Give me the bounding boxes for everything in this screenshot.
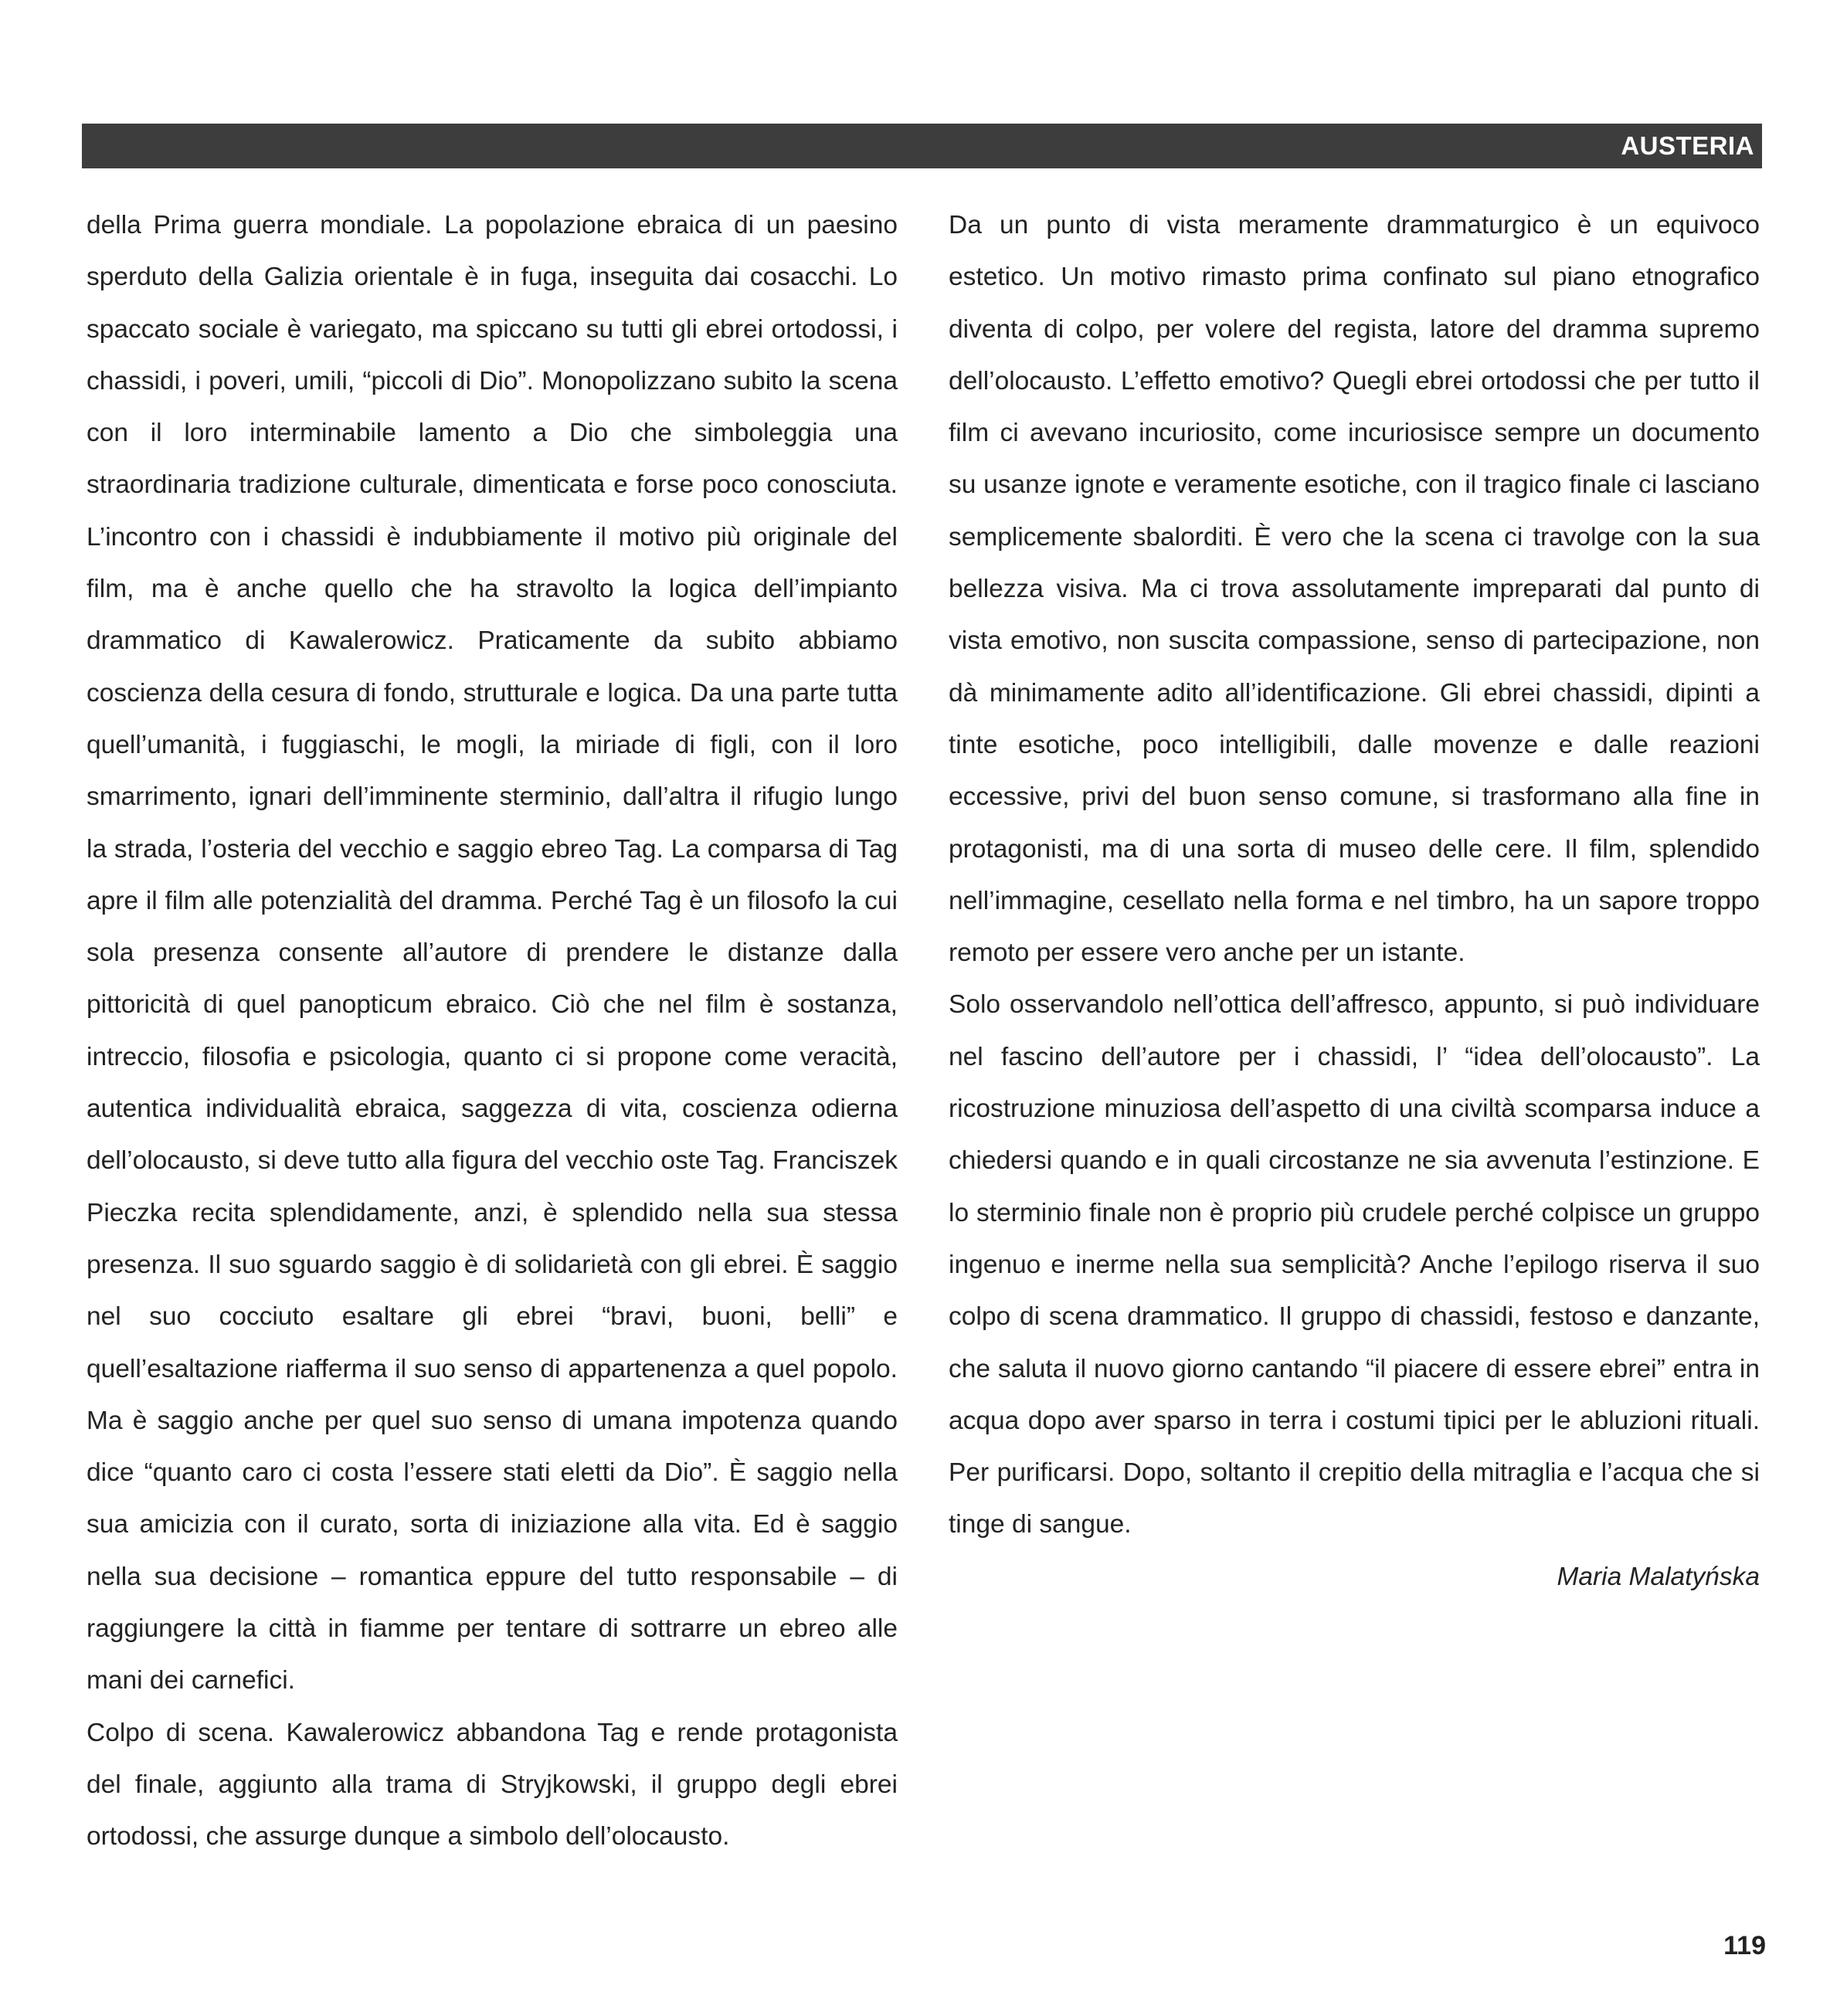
right-text-column — [949, 199, 1760, 1603]
body-paragraph: Da un punto di vista meramente drammaturgico è un equivoco estetico. Un motivo rimasto prima confinato sul piano etnografico diventa di colpo, per volere del regista, latore del dramma supremo dell’olocausto. L’effetto emotivo? Quegli ebrei ortodossi che per tutto il film ci avevano incuriosito, come incuriosisce sempre un documento su usanze ignote e veramente esotiche, con il tragico finale ci lasciano semplicemente sbalorditi. È vero che la scena ci travolge con la sua bellezza visiva. Ma ci trova assolutamente impreparati dal punto di vista emotivo, non suscita compassione, senso di partecipazione, non dà minimamente adito all’identificazione. Gli ebrei chassidi, dipinti a tinte esotiche, poco intelligibili, dalle movenze e dalle reazioni eccessive, privi del buon senso comune, si trasformano alla fine in protagonisti, ma di una sorta di museo delle cere. Il film, splendido nell’immagine, cesellato nella forma e nel timbro, ha un sapore troppo remoto per essere vero anche per un istante. — [949, 211, 1760, 968]
left-text-column — [87, 199, 898, 1863]
page-number: 119 — [1723, 1931, 1766, 1960]
body-paragraph: Colpo di scena. Kawalerowicz abbandona Tag e rende protagonista del finale, aggiunto alla trama di Stryjkowski, il gruppo degli ebrei ortodossi, che assurge dunque a simbolo dell’olocausto. — [87, 1718, 898, 1851]
section-title: AUSTERIA — [1621, 131, 1754, 160]
section-header-bar — [82, 124, 1762, 168]
body-paragraph: Solo osservandolo nell’ottica dell’affresco, appunto, si può individuare nel fascino dell’autore per i chassidi, l’ “idea dell’olocausto”. La ricostruzione minuziosa dell’aspetto di una civiltà scomparsa induce a chiedersi quando e in quali circostanze ne sia avvenuta l’estinzione. E lo sterminio finale non è proprio più crudele perché colpisce un gruppo ingenuo e inerme nella sua semplicità? Anche l’epilogo riserva il suo colpo di scena drammatico. Il gruppo di chassidi, festoso e danzante, che saluta il nuovo giorno cantando “il piacere di essere ebrei” entra in acqua dopo aver sparso in terra i costumi tipici per le abluzioni rituali. Per purificarsi. Dopo, soltanto il crepitio della mitraglia e l’acqua che si tinge di sangue. — [949, 990, 1760, 1539]
author-signature: Maria Malatyńska — [1557, 1562, 1760, 1591]
body-paragraph: della Prima guerra mondiale. La popolazione ebraica di un paesino sperduto della Galizia orientale è in fuga, inseguita dai cosacchi. Lo spaccato sociale è variegato, ma spiccano su tutti gli ebrei ortodossi, i chassidi, i poveri, umili, “piccoli di Dio”. Monopolizzano subito la scena con il loro interminabile lamento a Dio che simboleggia una straordinaria tradizione culturale, dimenticata e forse poco conosciuta. L’incontro con i chassidi è indubbiamente il motivo più originale del film, ma è anche quello che ha stravolto la logica dell’impianto drammatico di Kawalerowicz. Praticamente da subito abbiamo coscienza della cesura di fondo, strutturale e logica. Da una parte tutta quell’umanità, i fuggiaschi, le mogli, la miriade di figli, con il loro smarrimento, ignari dell’imminente sterminio, dall’altra il rifugio lungo la strada, l’osteria del vecchio e saggio ebreo Tag. La comparsa di Tag apre il film alle potenzialità del dramma. Perché Tag è un filosofo la cui sola presenza consente all’autore di prendere le distanze dalla pittoricità di quel panopticum ebraico. Ciò che nel film è sostanza, intreccio, filosofia e psicologia, quanto ci si propone come veracità, autentica individualità ebraica, saggezza di vita, coscienza odierna dell’olocausto, si deve tutto alla figura del vecchio oste Tag. Franciszek Pieczka recita splendidamente, anzi, è splendido nella sua stessa presenza. Il suo sguardo saggio è di solidarietà con gli ebrei. È saggio nel suo cocciuto esaltare gli ebrei “bravi, buoni, belli” e quell’esaltazione riafferma il suo senso di appartenenza a quel popolo. Ma è saggio anche per quel suo senso di umana impotenza quando dice “quanto caro ci costa l’essere stati eletti da Dio”. È saggio nella sua amicizia con il curato, sorta di iniziazione alla vita. Ed è saggio nella sua decisione – romantica eppure del tutto responsabile – di raggiungere la città in fiamme per tentare di sottrarre un ebreo alle mani dei carnefici. — [87, 211, 898, 1695]
